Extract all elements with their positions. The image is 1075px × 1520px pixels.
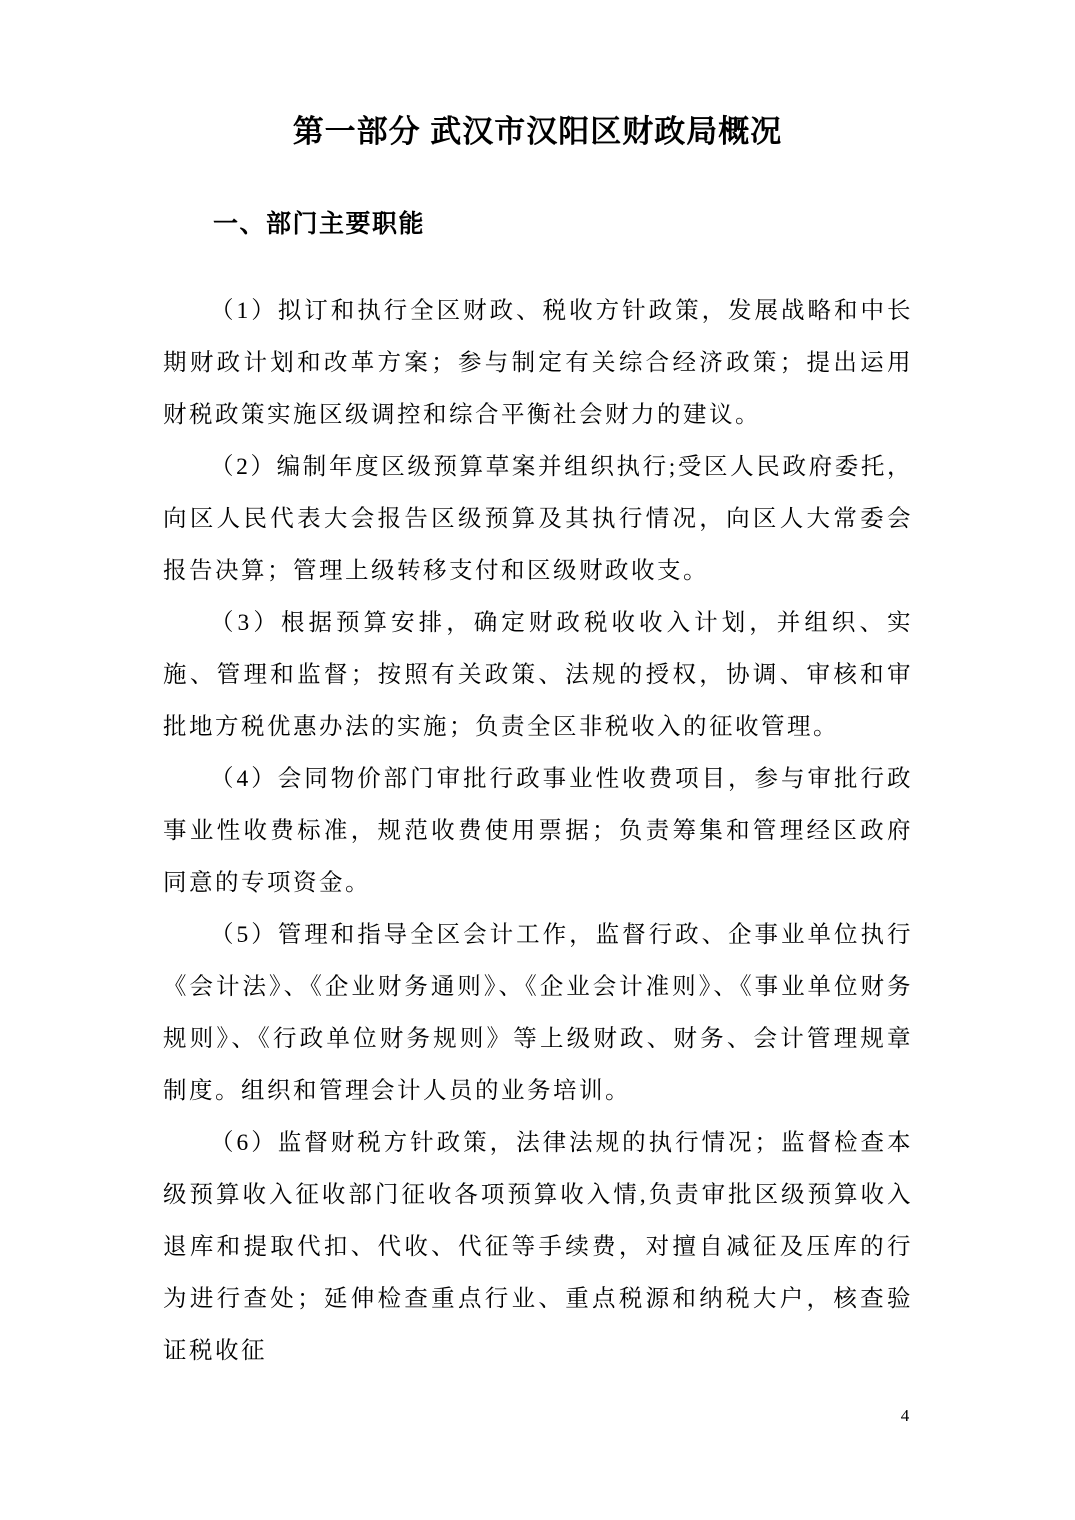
page-title: 第一部分 武汉市汉阳区财政局概况	[292, 114, 783, 149]
section-heading: 一、部门主要职能	[213, 210, 426, 238]
paragraph-2: （2）编制年度区级预算草案并组织执行;受区人民政府委托，向区人民代表大会报告区级预算及其执行情况，向区人大常委会报告决算；管理上级转移支付和区级财政收支。	[163, 454, 913, 584]
document-body	[163, 285, 913, 1377]
page-number: 4	[900, 1406, 910, 1425]
paragraph-4: （4）会同物价部门审批行政事业性收费项目，参与审批行政事业性收费标准，规范收费使用票据；负责筹集和管理经区政府同意的专项资金。	[163, 766, 913, 896]
paragraph-6: （6）监督财税方针政策，法律法规的执行情况；监督检查本级预算收入征收部门征收各项预算收入情,负责审批区级预算收入退库和提取代扣、代收、代征等手续费，对擅自减征及压库的行为进行查处；延伸检查重点行业、重点税源和纳税大户，核查验证税收征	[163, 1130, 913, 1364]
paragraph-5: （5）管理和指导全区会计工作，监督行政、企事业单位执行《会计法》、《企业财务通则》、《企业会计准则》、《事业单位财务规则》、《行政单位财务规则》等上级财政、财务、会计管理规章制度。组织和管理会计人员的业务培训。	[163, 922, 913, 1104]
paragraph-3: （3）根据预算安排，确定财政税收收入计划，并组织、实施、管理和监督；按照有关政策、法规的授权，协调、审核和审批地方税优惠办法的实施；负责全区非税收入的征收管理。	[163, 610, 913, 740]
paragraph-1: （1）拟订和执行全区财政、税收方针政策，发展战略和中长期财政计划和改革方案；参与制定有关综合经济政策；提出运用财税政策实施区级调控和综合平衡社会财力的建议。	[163, 298, 913, 428]
